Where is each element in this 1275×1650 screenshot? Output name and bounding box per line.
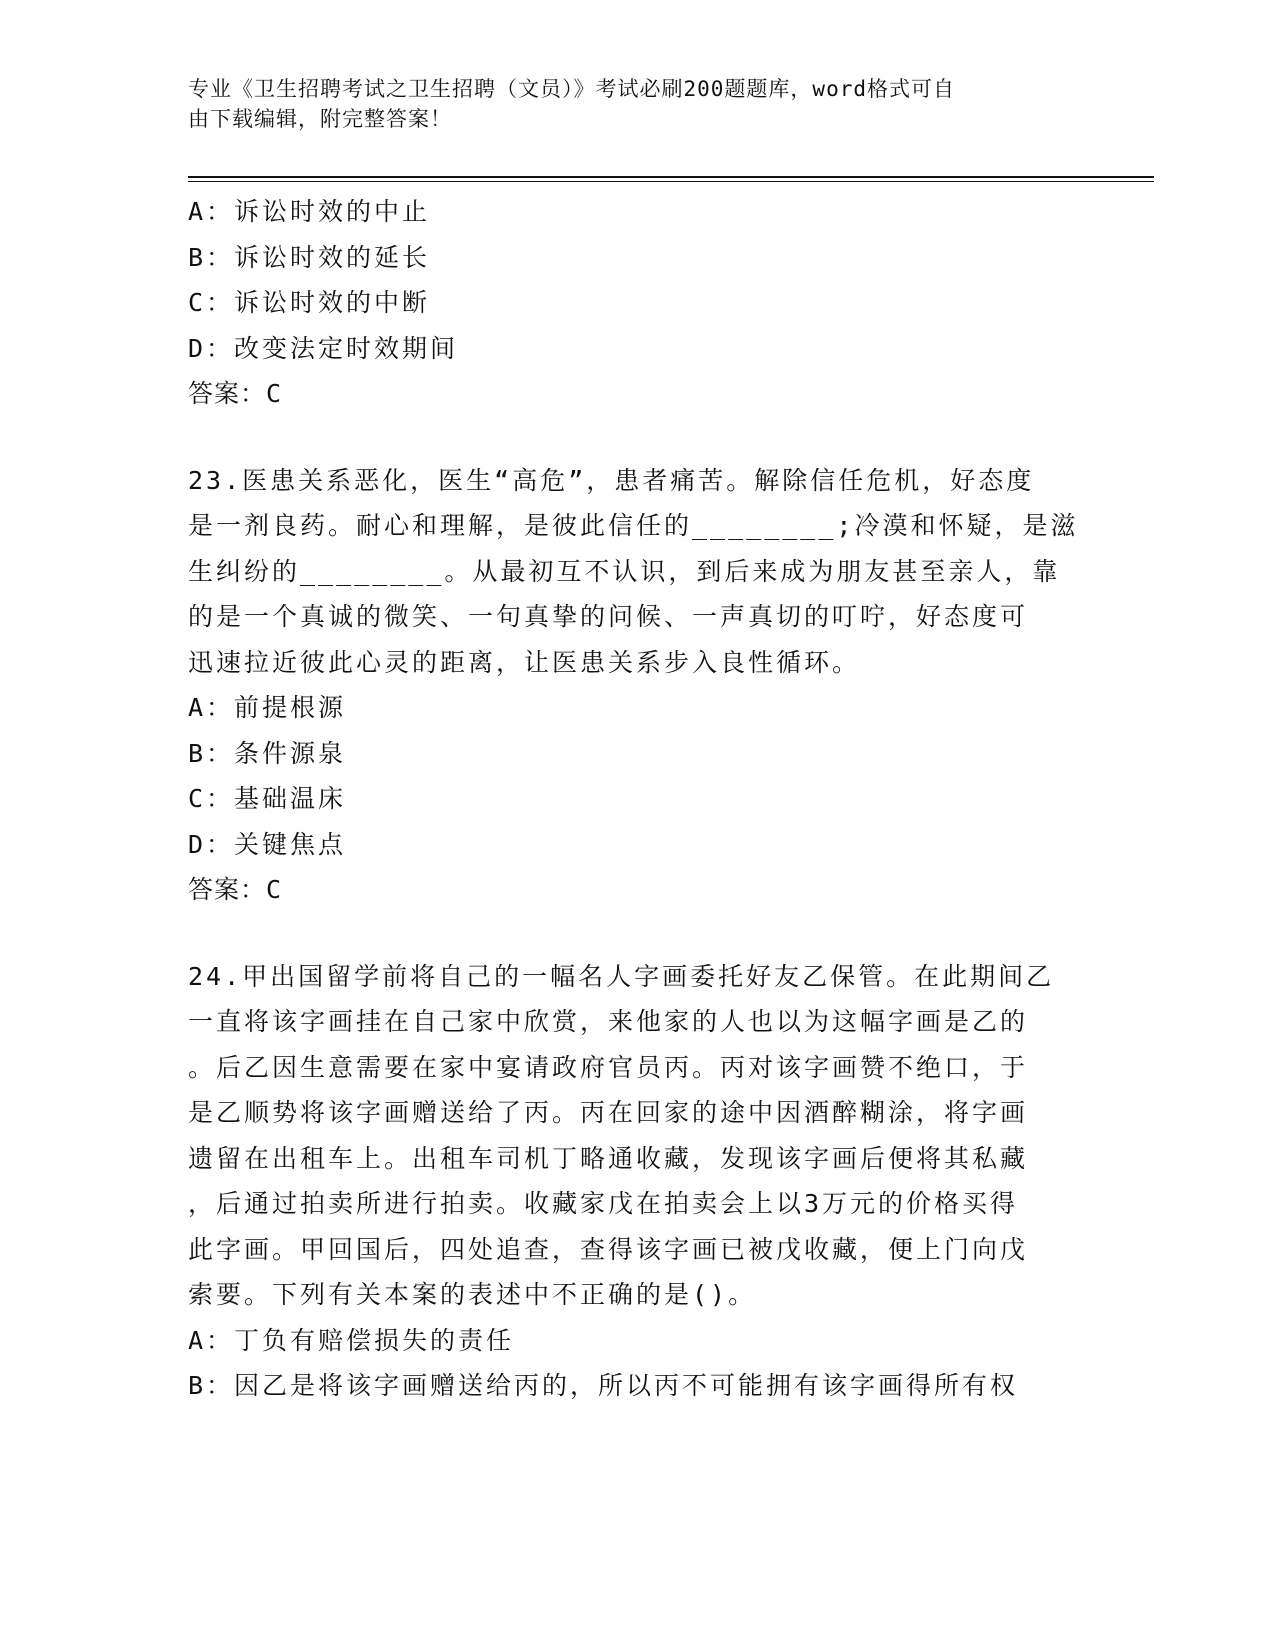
question-list bbox=[188, 189, 1088, 1409]
option-a: A：丁负有赔偿损失的责任 bbox=[188, 1325, 515, 1355]
question-text-line: 是一剂良药。耐心和理解，是彼此信任的________;冷漠和怀疑，是滋 bbox=[188, 511, 1079, 540]
header-line-2: 由下载编辑，附完整答案！ bbox=[188, 107, 452, 131]
question-text-line: 的是一个真诚的微笑、一句真挚的问候、一声真切的叮咛，好态度可 bbox=[188, 602, 1029, 631]
option-b: B：因乙是将该字画赠送给丙的，所以丙不可能拥有该字画得所有权 bbox=[188, 1371, 1019, 1400]
question-text-line: ，后通过拍卖所进行拍卖。收藏家戊在拍卖会上以3万元的价格买得 bbox=[188, 1189, 1019, 1218]
header-rule-thick bbox=[188, 176, 1154, 178]
question-text-line: 23.医患关系恶化，医生“高危”，患者痛苦。解除信任危机，好态度 bbox=[188, 465, 1035, 495]
question-text-line: 是乙顺势将该字画赠送给了丙。丙在回家的途中因酒醉糊涂，将字画 bbox=[188, 1098, 1029, 1127]
option-d: D：关键焦点 bbox=[188, 829, 347, 859]
option-a: A：诉讼时效的中止 bbox=[188, 197, 431, 226]
header-rule-thin bbox=[188, 181, 1154, 182]
spacer bbox=[188, 417, 1088, 458]
option-b: B：诉讼时效的延长 bbox=[188, 242, 431, 272]
option-a: A：前提根源 bbox=[188, 693, 347, 722]
answer-line: 答案：C bbox=[188, 875, 283, 904]
question-text-line: 。后乙因生意需要在家中宴请政府官员丙。丙对该字画赞不绝口，于 bbox=[188, 1052, 1029, 1082]
question-23 bbox=[188, 458, 1088, 913]
question-text-line: 此字画。甲回国后，四处追查，查得该字画已被戊收藏，便上门向戊 bbox=[188, 1234, 1029, 1264]
question-text-line: 索要。下列有关本案的表述中不正确的是()。 bbox=[188, 1280, 757, 1309]
option-b: B：条件源泉 bbox=[188, 738, 347, 768]
question-text-line: 24.甲出国留学前将自己的一幅名人字画委托好友乙保管。在此期间乙 bbox=[188, 961, 1055, 991]
document-header bbox=[188, 74, 1068, 134]
spacer bbox=[188, 913, 1088, 954]
question-22 bbox=[188, 189, 1088, 417]
question-text-line: 生纠纷的________。从最初互不认识，到后来成为朋友甚至亲人，靠 bbox=[188, 556, 1061, 586]
answer-line: 答案：C bbox=[188, 379, 283, 408]
header-line-1: 专业《卫生招聘考试之卫生招聘（文员）》考试必刷200题题库，word格式可自 bbox=[188, 77, 955, 101]
option-c: C：诉讼时效的中断 bbox=[188, 288, 431, 317]
option-d: D：改变法定时效期间 bbox=[188, 333, 459, 363]
question-text-line: 一直将该字画挂在自己家中欣赏，来他家的人也以为这幅字画是乙的 bbox=[188, 1007, 1029, 1036]
question-text-line: 遗留在出租车上。出租车司机丁略通收藏，发现该字画后便将其私藏 bbox=[188, 1143, 1029, 1173]
question-text-line: 迅速拉近彼此心灵的距离，让医患关系步入良性循环。 bbox=[188, 647, 861, 677]
question-24 bbox=[188, 954, 1088, 1409]
option-c: C：基础温床 bbox=[188, 784, 347, 813]
